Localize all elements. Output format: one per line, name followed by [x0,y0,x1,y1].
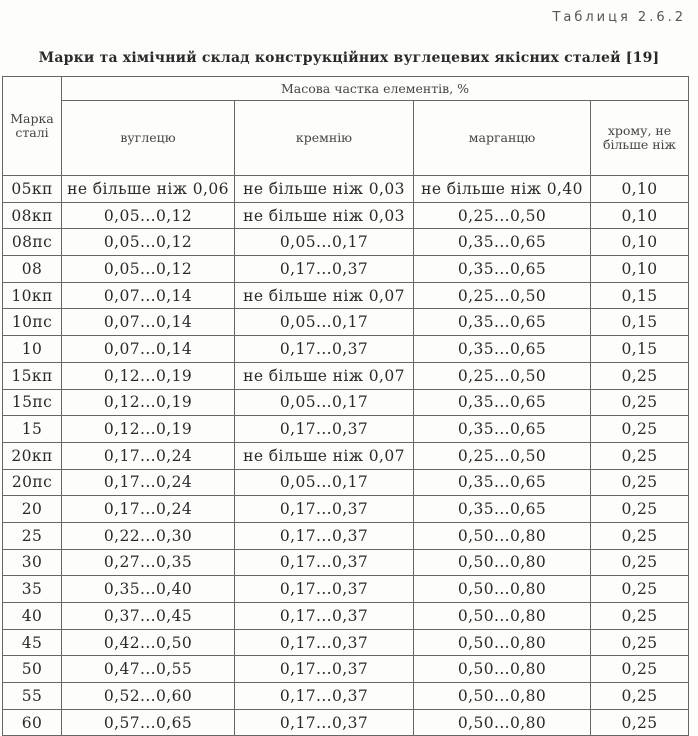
cell-manganese: не більше ніж 0,40 [414,176,591,203]
cell-manganese: 0,50...0,80 [414,603,591,630]
cell-grade: 30 [3,549,62,576]
cell-carbon: 0,07...0,14 [62,336,235,363]
cell-grade: 08 [3,256,62,283]
cell-carbon: 0,42...0,50 [62,629,235,656]
cell-carbon: 0,07...0,14 [62,309,235,336]
cell-chromium: 0,15 [591,309,689,336]
cell-silicon: 0,05...0,17 [235,389,414,416]
cell-grade: 55 [3,683,62,710]
cell-grade: 60 [3,709,62,736]
cell-carbon: 0,22...0,30 [62,522,235,549]
cell-manganese: 0,35...0,65 [414,229,591,256]
header-carbon: вуглецю [62,101,235,176]
table-row [3,549,689,576]
cell-carbon: 0,05...0,12 [62,256,235,283]
table-caption: Марки та хімічний склад конструкційних вуглецевих якісних сталей [19] [38,50,660,66]
cell-grade: 08кп [3,202,62,229]
table-number: Таблиця 2.6.2 [552,10,686,25]
cell-chromium: 0,25 [591,442,689,469]
header-silicon: кремнію [235,101,414,176]
table-row [3,416,689,443]
cell-carbon: 0,52...0,60 [62,683,235,710]
cell-carbon: не більше ніж 0,06 [62,176,235,203]
cell-grade: 08пс [3,229,62,256]
table-row [3,282,689,309]
cell-silicon: 0,17...0,37 [235,549,414,576]
cell-manganese: 0,50...0,80 [414,683,591,710]
cell-silicon: 0,17...0,37 [235,683,414,710]
table-row [3,256,689,283]
cell-carbon: 0,27...0,35 [62,549,235,576]
table-row [3,656,689,683]
cell-silicon: не більше ніж 0,07 [235,362,414,389]
cell-carbon: 0,05...0,12 [62,229,235,256]
cell-grade: 40 [3,603,62,630]
cell-manganese: 0,50...0,80 [414,656,591,683]
header-grade: Марка сталі [3,77,62,176]
cell-grade: 10кп [3,282,62,309]
cell-manganese: 0,35...0,65 [414,469,591,496]
cell-grade: 25 [3,522,62,549]
table-row [3,309,689,336]
cell-silicon: 0,17...0,37 [235,416,414,443]
table-row [3,442,689,469]
cell-silicon: 0,17...0,37 [235,656,414,683]
cell-grade: 20кп [3,442,62,469]
table-row [3,229,689,256]
table-row [3,336,689,363]
cell-silicon: 0,17...0,37 [235,629,414,656]
cell-manganese: 0,50...0,80 [414,549,591,576]
header-chromium: хрому, не більше ніж [591,101,689,176]
cell-silicon: 0,17...0,37 [235,522,414,549]
cell-silicon: 0,05...0,17 [235,309,414,336]
cell-silicon: 0,05...0,17 [235,469,414,496]
cell-chromium: 0,10 [591,202,689,229]
cell-manganese: 0,50...0,80 [414,629,591,656]
cell-chromium: 0,10 [591,256,689,283]
table-row [3,176,689,203]
table-row [3,202,689,229]
cell-silicon: 0,17...0,37 [235,256,414,283]
table-row [3,629,689,656]
table-row [3,496,689,523]
cell-grade: 15пс [3,389,62,416]
cell-chromium: 0,25 [591,683,689,710]
cell-silicon: не більше ніж 0,07 [235,442,414,469]
cell-grade: 20пс [3,469,62,496]
cell-chromium: 0,25 [591,603,689,630]
cell-silicon: 0,17...0,37 [235,576,414,603]
cell-silicon: не більше ніж 0,03 [235,176,414,203]
table-row [3,709,689,736]
cell-manganese: 0,35...0,65 [414,496,591,523]
cell-chromium: 0,25 [591,576,689,603]
cell-carbon: 0,17...0,24 [62,496,235,523]
cell-carbon: 0,12...0,19 [62,362,235,389]
cell-carbon: 0,57...0,65 [62,709,235,736]
cell-chromium: 0,25 [591,469,689,496]
cell-chromium: 0,25 [591,629,689,656]
cell-grade: 15кп [3,362,62,389]
cell-carbon: 0,17...0,24 [62,469,235,496]
cell-carbon: 0,12...0,19 [62,389,235,416]
cell-grade: 05кп [3,176,62,203]
table-body [3,176,689,736]
cell-chromium: 0,25 [591,549,689,576]
cell-chromium: 0,15 [591,336,689,363]
cell-manganese: 0,35...0,65 [414,389,591,416]
table-row [3,603,689,630]
cell-grade: 10пс [3,309,62,336]
cell-manganese: 0,50...0,80 [414,522,591,549]
cell-silicon: 0,17...0,37 [235,709,414,736]
cell-manganese: 0,35...0,65 [414,416,591,443]
table-header [3,77,689,176]
steel-composition-table [2,76,689,736]
cell-silicon: 0,17...0,37 [235,496,414,523]
cell-chromium: 0,25 [591,496,689,523]
cell-grade: 20 [3,496,62,523]
cell-chromium: 0,25 [591,709,689,736]
cell-chromium: 0,25 [591,656,689,683]
cell-chromium: 0,15 [591,282,689,309]
cell-chromium: 0,10 [591,176,689,203]
cell-silicon: 0,17...0,37 [235,603,414,630]
cell-manganese: 0,25...0,50 [414,282,591,309]
cell-manganese: 0,35...0,65 [414,256,591,283]
header-manganese: марганцю [414,101,591,176]
table-row [3,469,689,496]
cell-chromium: 0,25 [591,522,689,549]
cell-manganese: 0,25...0,50 [414,442,591,469]
cell-carbon: 0,35...0,40 [62,576,235,603]
cell-grade: 45 [3,629,62,656]
cell-silicon: 0,05...0,17 [235,229,414,256]
cell-carbon: 0,07...0,14 [62,282,235,309]
table-row [3,683,689,710]
cell-carbon: 0,12...0,19 [62,416,235,443]
cell-carbon: 0,05...0,12 [62,202,235,229]
cell-chromium: 0,25 [591,389,689,416]
cell-carbon: 0,37...0,45 [62,603,235,630]
table-row [3,522,689,549]
cell-carbon: 0,47...0,55 [62,656,235,683]
cell-grade: 35 [3,576,62,603]
cell-chromium: 0,25 [591,362,689,389]
cell-carbon: 0,17...0,24 [62,442,235,469]
table-row [3,576,689,603]
cell-manganese: 0,35...0,65 [414,309,591,336]
table-row [3,389,689,416]
cell-silicon: не більше ніж 0,07 [235,282,414,309]
table-row [3,362,689,389]
cell-manganese: 0,25...0,50 [414,362,591,389]
cell-silicon: не більше ніж 0,03 [235,202,414,229]
cell-grade: 15 [3,416,62,443]
cell-manganese: 0,50...0,80 [414,576,591,603]
cell-manganese: 0,50...0,80 [414,709,591,736]
cell-chromium: 0,25 [591,416,689,443]
cell-silicon: 0,17...0,37 [235,336,414,363]
cell-manganese: 0,35...0,65 [414,336,591,363]
cell-chromium: 0,10 [591,229,689,256]
cell-grade: 10 [3,336,62,363]
cell-grade: 50 [3,656,62,683]
header-mass-fraction: Масова частка елементів, % [62,77,689,101]
cell-manganese: 0,25...0,50 [414,202,591,229]
